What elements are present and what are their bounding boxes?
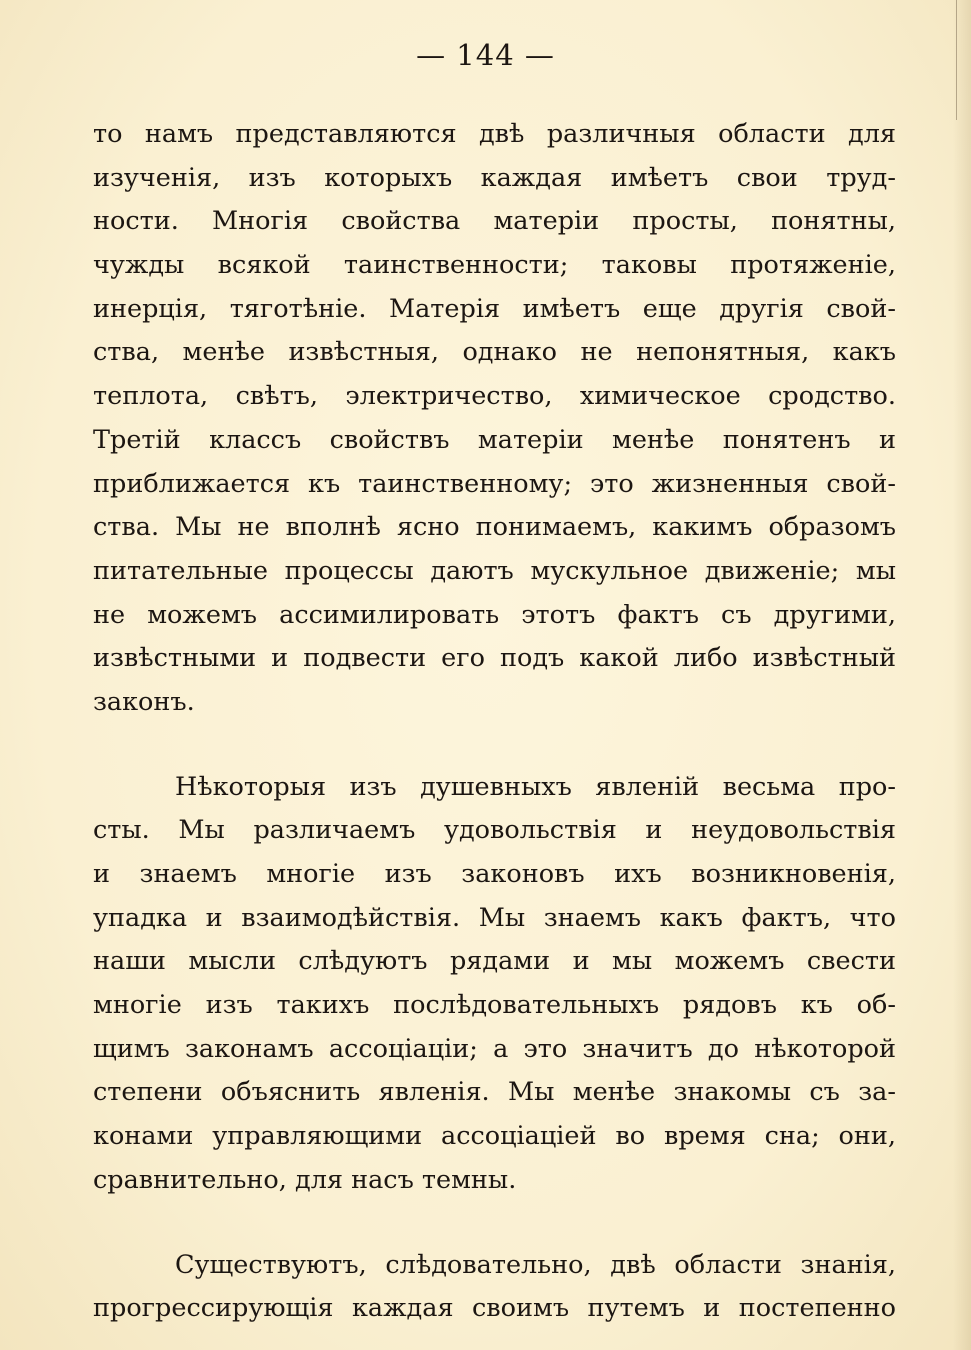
text-line: щимъ законамъ ассоціаціи; а это значитъ до нѣкоторой — [93, 1033, 896, 1064]
page-edge-shadow — [953, 0, 971, 1350]
text-line: то намъ представляются двѣ различныя области для — [93, 119, 896, 149]
text-line: законъ. — [93, 686, 195, 717]
text-line: степени объяснить явленія. Мы менѣе знакомы съ за- — [93, 1077, 896, 1108]
text-line: прогрессирующія каждая своимъ путемъ и постепенно — [93, 1293, 896, 1324]
paragraph-3 — [93, 1244, 896, 1331]
text-line: изученія, изъ которыхъ каждая имѣетъ свои труд- — [93, 162, 896, 193]
text-line: инерція, тяготѣніе. Матерія имѣетъ еще другія свой- — [93, 293, 896, 324]
text-line: упадка и взаимодѣйствія. Мы знаемъ какъ фактъ, что — [93, 902, 896, 933]
text-line: извѣстными и подвести его подъ какой либо извѣстный — [93, 643, 896, 674]
text-line: теплота, свѣтъ, электричество, химическое сродство. — [93, 381, 896, 412]
text-line: не можемъ ассимилировать этотъ фактъ съ другими, — [93, 599, 896, 630]
text-line: сравнительно, для насъ темны. — [93, 1164, 517, 1195]
paragraph-2 — [93, 766, 896, 1203]
text-line: ства. Мы не вполнѣ ясно понимаемъ, какимъ образомъ — [93, 512, 896, 543]
text-line: приближается къ таинственному; это жизненныя свой- — [93, 468, 896, 499]
text-line: Третій классъ свойствъ матеріи менѣе понятенъ и — [93, 424, 896, 455]
text-line: конами управляющими ассоціаціей во время сна; они, — [93, 1121, 896, 1152]
body-text — [93, 113, 896, 1331]
text-line: и знаемъ многіе изъ законовъ ихъ возникновенія, — [93, 859, 896, 889]
text-line: чужды всякой таинственности; таковы протяженіе, — [93, 250, 896, 281]
text-line: ства, менѣе извѣстныя, однако не непонятныя, какъ — [93, 337, 896, 368]
text-line: сты. Мы различаемъ удовольствія и неудовольствія — [93, 815, 896, 846]
page-number: — 144 — — [416, 38, 555, 72]
text-line: Существуютъ, слѣдовательно, двѣ области знанія, — [175, 1249, 896, 1280]
text-line: питательные процессы даютъ мускульное движеніе; мы — [93, 555, 896, 586]
text-line: Нѣкоторыя изъ душевныхъ явленій весьма про- — [175, 771, 896, 802]
text-line: ности. Многія свойства матеріи просты, понятны, — [93, 206, 896, 237]
text-line: наши мысли слѣдуютъ рядами и мы можемъ свести — [93, 946, 896, 977]
text-line: многіе изъ такихъ послѣдовательныхъ рядовъ къ об- — [93, 990, 896, 1021]
paragraph-1 — [93, 113, 896, 725]
